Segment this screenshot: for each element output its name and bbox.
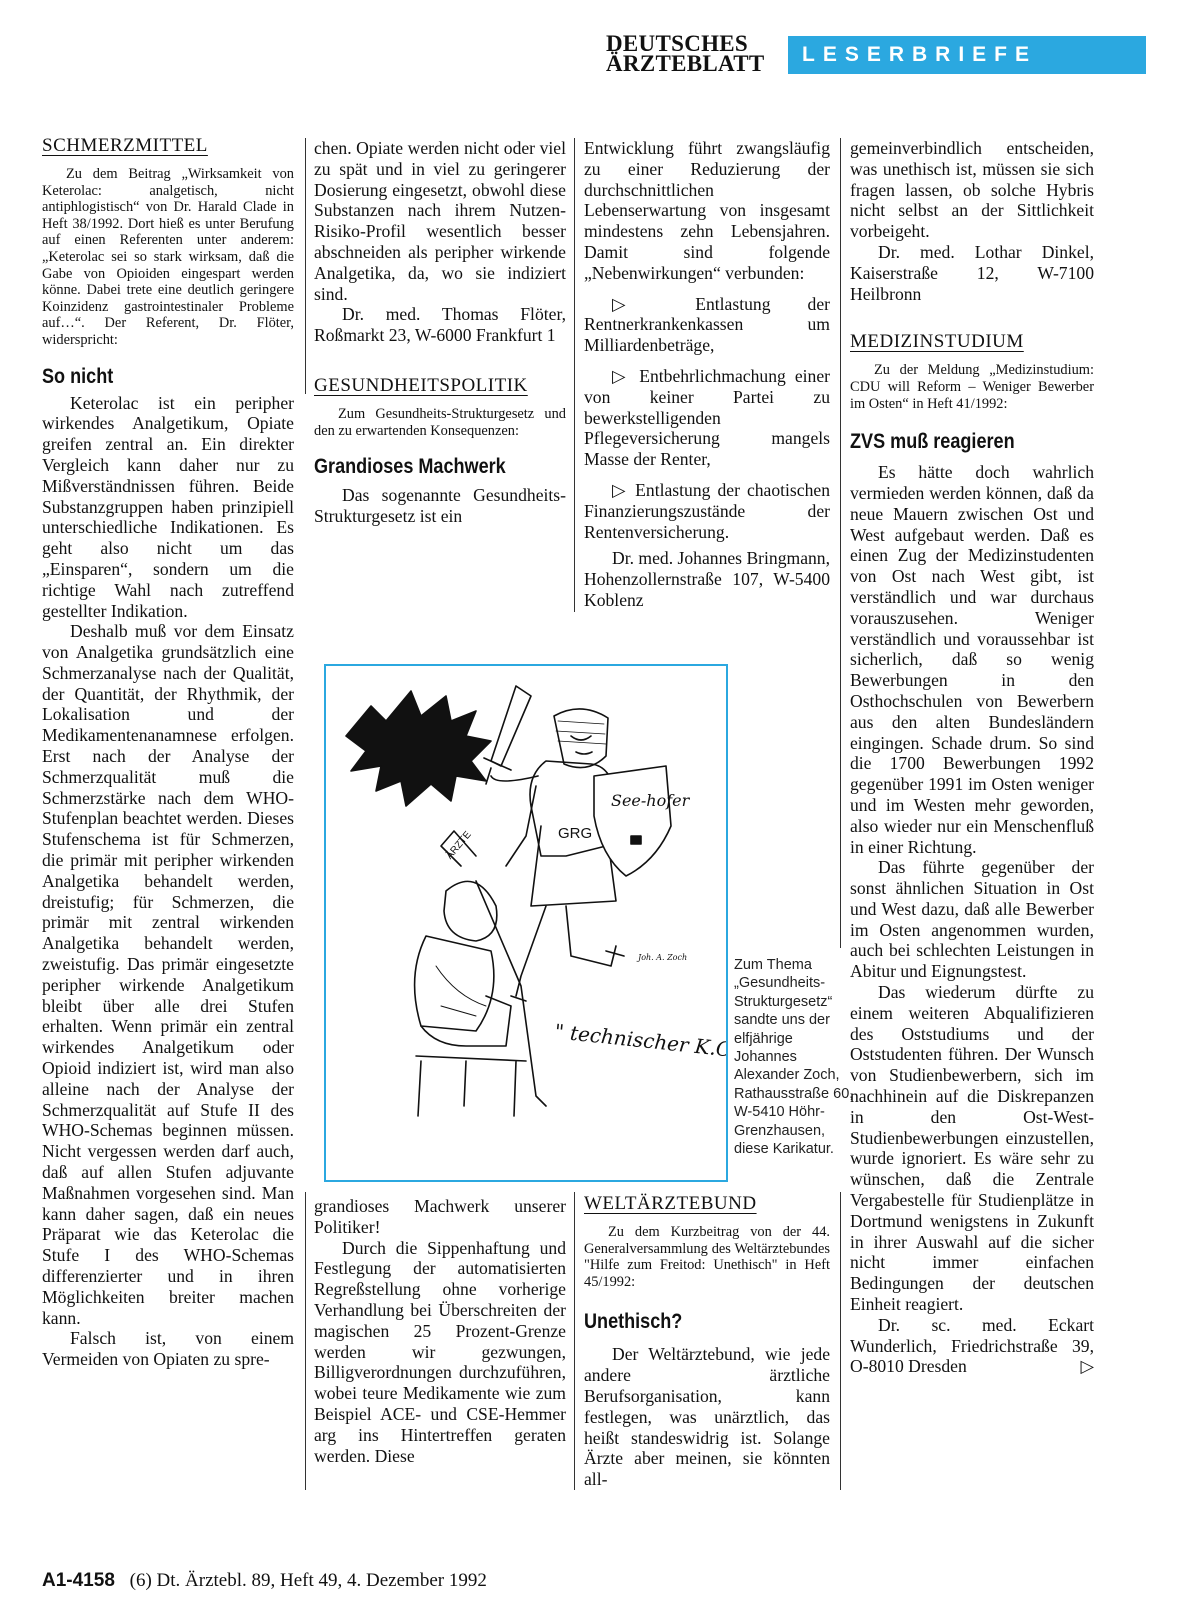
article-headline: So nicht	[42, 364, 114, 388]
column-2-bottom	[314, 1196, 566, 1466]
journal-masthead	[606, 31, 765, 76]
column-3-bottom	[584, 1192, 830, 1490]
section-label-weltaerztebund: WELTÄRZTEBUND	[584, 1193, 757, 1214]
signature-text: Dr. sc. med. Eckart Wunderlich, Friedrichstraße 39, O-8010 Dresden	[850, 1314, 1094, 1377]
article-paragraph: Deshalb muß vor dem Einsatz von Analgetika grundsätzlich eine Schmerzanalyse nach der Qualität, der Quantität, der Rhythmik, der Lokalisation und der Medikamentenanamnese erfolgen. Erst nach der Analyse der Schmerzqualität muß die Schmerzstärke nach dem WHO-Stufenplan beachtet werden. Dieses Stufenschema ist für Schmerzen, die primär mit peripher wirkenden Analgetika behandelt werden, dreistufig; für Schmerzen, die primär mit zentral wirkenden Analgetika behandelt werden, zweistufig. Das primär eingesetzte peripher wirkende Analgetikum bleibt über alle drei Stufen erhalten. Wenn primär ein zentral wirkendes Analgetikum oder Opioid indiziert ist, wird man also alleine nach der Analyse der Schmerzqualität auf Stufe II des WHO-Schemas beginnen müssen. Nicht vergessen werden darf auch, daß auf allen Stufen adjuvante Maßnahmen vorgesehen sind. Man kann daher sagen, daß ein neues Präparat wie das Keterolac die Stufe I des WHO-Schemas differenzierter und in ihren Möglichkeiten breiter machen kann.	[42, 621, 294, 1328]
article-paragraph: Das führte gegenüber der sonst ähnlichen Situation in Ost und West dazu, daß alle Bewerber im Osten angenommen wurden, auch bei schlechten Leistungen in Abitur und Eignungstest.	[850, 857, 1094, 982]
cartoon-grg-label: GRG	[558, 825, 593, 842]
letter-signature	[850, 1315, 1094, 1377]
column-rule	[305, 1192, 306, 1490]
article-paragraph: Es hätte doch wahrlich vermieden werden können, daß da neue Mauern zwischen Ost und West aufgebaut werden. Daß es einen Zug der Medizinstudenten von Ost nach West gibt, ist verständlich und war durchaus vorauszusehen. Weniger verständlich und voraussehbar ist sicherlich, daß so wenig Bewerbungen in den Osthochschulen von Bewerbern aus den alten Bundesländern eingingen. Schade drum. So sind die 1700 Bewerbungen 1992 gegenüber 1991 im Osten weniger und im Westen mehr geworden, also wieder nur ein Menschenfluß in einer Richtung.	[850, 462, 1094, 857]
section-label-schmerzmittel: SCHMERZMITTEL	[42, 135, 208, 156]
cartoon-speech: " technischer K.O.	[553, 1019, 726, 1063]
article-intro: Zu dem Kurzbeitrag von der 44. Generalversammlung des Weltärztebundes "Hilfe zum Freitod: Unethisch" in Heft 45/1992:	[584, 1224, 830, 1290]
column-rule	[840, 1192, 841, 1490]
article-paragraph: Entwicklung führt zwangsläufig zu einer Reduzierung der durchschnittlichen Lebenserwartung von insgesamt mindestens zehn Lebensjahren. Damit sind folgende „Nebenwirkungen“ verbunden:	[584, 138, 830, 283]
article-paragraph: Falsch ist, von einem Vermeiden von Opiaten zu spre-	[42, 1328, 294, 1370]
column-rule	[574, 1192, 575, 1490]
section-label-gesundheitspolitik: GESUNDHEITSPOLITIK	[314, 374, 528, 396]
continue-arrow: ▷	[1080, 1356, 1094, 1377]
masthead-line2: ÄRZTEBLATT	[606, 51, 765, 76]
letter-signature: Dr. med. Lothar Dinkel, Kaiserstraße 12, W-7100 Heilbronn	[850, 241, 1094, 304]
bullet-item: ▷ Entbehrlichmachung einer von keiner Partei zu bewerkstelligenden Pflegeversicherung mangels Masse der Renter,	[584, 365, 830, 470]
cartoon-hat-label: ÄRZTE	[444, 829, 474, 862]
cartoon-artist-signature: Joh. A. Zoch	[638, 953, 688, 962]
article-paragraph: Das wiederum dürfte zu einem weiteren Abqualifizieren des Oststudiums und der Oststudenten führen. Der Wunsch von Studienbewerbern, sich im nachhinein auf die Diskrepanzen in den Ost-West-Studienbewerbungen einzustellen, wurde ignoriert. Es wäre sehr zu wünschen, daß die Zentrale Vergabestelle für Studienplätze in Dortmund wenigstens in Zukunft in ihrer Auswahl auf die sicher nicht immer einfachen Bedingungen der deutschen Einheit reagiert.	[850, 982, 1094, 1315]
article-paragraph: gemeinverbindlich entscheiden, was unethisch ist, müssen sie sich fragen lassen, ob solche Hybris nicht selbst an der Sittlichkeit vorbeigeht.	[850, 138, 1094, 242]
article-intro: Zu dem Beitrag „Wirksamkeit von Keterolac: analgetisch, nicht antiphlogistisch“ von Dr. Harald Clade in Heft 38/1992. Dort hieß es unter Berufung auf einen Referenten unter anderem: „Keterolac sei so stark wirksam, daß die Gabe von Opioiden eingespart werden könne. Dabei trete eine deutlich geringere Koinzidenz gastrointestinaler Probleme auf…“. Der Referent, Dr. Flöter, widerspricht:	[42, 166, 294, 348]
footer-citation: (6) Dt. Ärztebl. 89, Heft 49, 4. Dezember 1992	[129, 1570, 487, 1591]
article-intro: Zu der Meldung „Medizinstudium: CDU will Reform – Weniger Bewerber im Osten“ in Heft 41/1992:	[850, 362, 1094, 412]
masthead-line1: DEUTSCHES	[606, 31, 749, 56]
article-paragraph: Das sogenannte Gesundheits-Strukturgesetz ist ein	[314, 485, 566, 526]
page-code: A1-4158	[42, 1570, 115, 1591]
letter-signature: Dr. med. Thomas Flöter, Roßmarkt 23, W-6000 Frankfurt 1	[314, 304, 566, 346]
column-3-top	[584, 138, 830, 611]
article-paragraph: Durch die Sippenhaftung und Festlegung der automatisierten Regreßstellung ohne vorherige Verhandlung bei Überschreiten der magischen 25 Prozent-Grenze werden wir gezwungen, Billigverordnungen durchzuführen, wobei teure Medikamente wie zum Beispiel ACE- und CSE-Hemmer arg ins Hintertreffen geraten werden. Diese	[314, 1237, 566, 1466]
article-paragraph: chen. Opiate werden nicht oder viel zu spät und in viel zu geringerer Dosierung eingesetzt, obwohl diese Substanzen nach ihrem Nutzen-Risiko-Profil wesentlich besser abschneiden als peripher wirkende Analgetika, da, wo sie indiziert sind.	[314, 138, 566, 304]
page-footer	[42, 1570, 487, 1592]
cartoon-caption: Zum Thema „Gesundheits-Strukturgesetz“ sandte uns der elfjährige Johannes Alexander Zoch, Rathausstraße 60, W-5410 Höhr-Grenzhausen, diese Karikatur.	[734, 957, 854, 1158]
bullet-item: ▷ Entlastung der Rentnerkrankenkassen um Milliardenbeträge,	[584, 293, 830, 356]
column-2-top	[314, 138, 566, 527]
article-intro: Zum Gesundheits-Strukturgesetz und den zu erwartenden Konsequenzen:	[314, 405, 566, 439]
article-headline: ZVS muß reagieren	[850, 430, 1015, 454]
column-4	[850, 138, 1094, 1377]
letter-signature: Dr. med. Johannes Bringmann, Hohenzollernstraße 107, W-5400 Koblenz	[584, 548, 830, 610]
cartoon-frame	[324, 664, 728, 1182]
bullet-item: ▷ Entlastung der chaotischen Finanzierungszustände der Rentenversicherung.	[584, 479, 830, 542]
column-1	[42, 134, 294, 1370]
article-headline: Grandioses Machwerk	[314, 455, 506, 479]
column-rule	[840, 138, 841, 948]
article-paragraph: Keterolac ist ein peripher wirkendes Analgetikum, Opiate greifen zentral an. Ein direkter Vergleich kann daher nur zu Mißverständnissen führen. Beide Substanzgruppen haben prinzipiell unterschiedliche Indikationen. Es geht also nicht um das „Einsparen“, sondern um die richtige Wahl nach zutreffend gestellter Indikation.	[42, 392, 294, 621]
section-label-medizinstudium: MEDIZINSTUDIUM	[850, 331, 1024, 353]
cartoon-drawing	[326, 666, 726, 1180]
section-banner: LESERBRIEFE	[788, 36, 1146, 74]
cartoon-shield-label: See-hofer	[611, 791, 690, 810]
article-paragraph: grandioses Machwerk unserer Politiker!	[314, 1196, 566, 1237]
column-rule	[305, 138, 306, 394]
column-rule	[574, 138, 575, 612]
article-headline: Unethisch?	[584, 1310, 683, 1334]
article-paragraph: Der Weltärztebund, wie jede andere ärztliche Berufsorganisation, kann festlegen, was unärztlich, das heißt standeswidrig ist. Solange Ärzte aber meinen, sie könnten all-	[584, 1344, 830, 1490]
